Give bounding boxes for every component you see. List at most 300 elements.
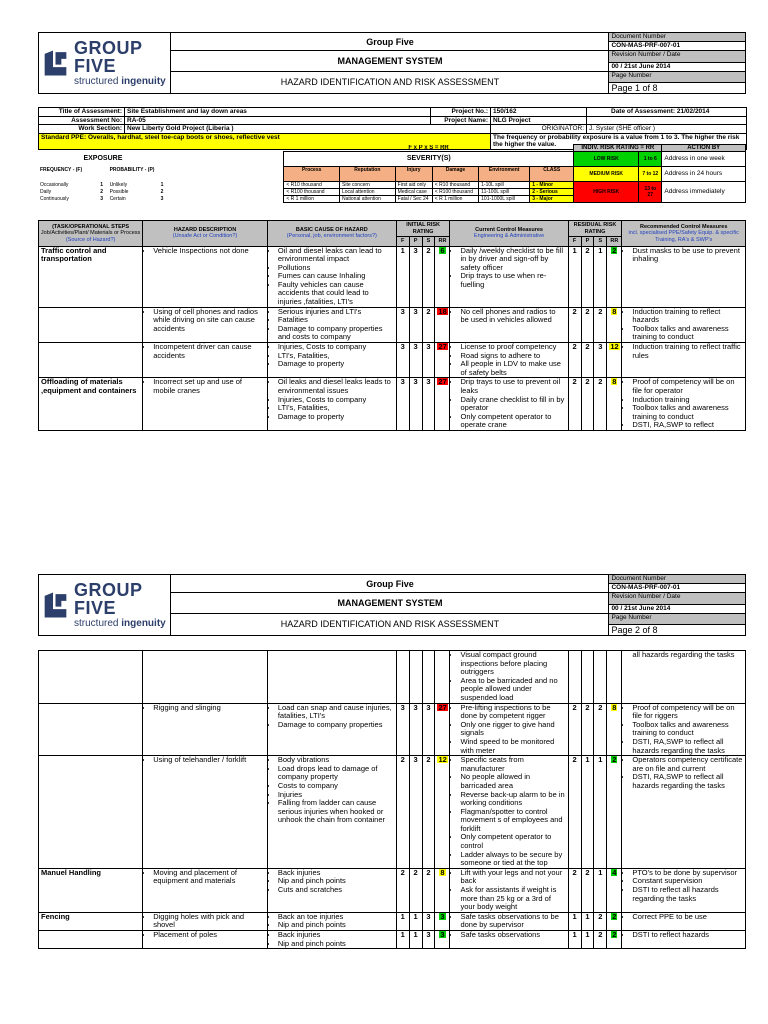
current-controls-cell: [450, 703, 568, 756]
initial-rr: [435, 703, 450, 756]
cause-item: • Injuries: [278, 791, 394, 800]
residual-rr: [607, 246, 622, 307]
standard-ppe: Standard PPE: Overalls, hardhat, steel toe-cap boots or shoes, reflective vest: [39, 133, 491, 149]
hazard-item: • Using of telehandler / forklift: [153, 756, 265, 765]
cause-item: • Nip and pinch points: [278, 877, 394, 886]
current-controls-cell: [450, 307, 568, 342]
cause-cell: [267, 931, 396, 949]
residual-p: 1: [581, 912, 594, 930]
hazard-cell: [143, 703, 268, 756]
control-item: • Ask for assistants if weight is more than 25 kg or a 3rd of your body weight: [460, 886, 565, 912]
initial-p: 3: [409, 246, 422, 307]
task-cell: [39, 343, 143, 378]
control-item: • Only competent operator to operate crane: [460, 413, 565, 430]
cause-item: • Oil leaks and diesel leaks leads to environmental issues: [278, 378, 394, 395]
hazard-cell: [143, 756, 268, 869]
residual-rr: [607, 378, 622, 431]
cause-item: • Damage to property: [278, 413, 394, 422]
residual-f: 1: [568, 246, 581, 307]
hazard-cell: [143, 246, 268, 307]
cause-item: • Back injuries: [278, 869, 394, 878]
company-name: Group Five: [171, 33, 609, 51]
initial-rr: [435, 868, 450, 912]
residual-s: 3: [594, 343, 607, 378]
initial-p: 3: [409, 703, 422, 756]
prob-row-3-label: Certain: [109, 195, 126, 202]
current-controls-cell: [450, 246, 568, 307]
probability-header: PROBABILITY - (P): [109, 166, 155, 173]
recommended-controls-cell: [622, 378, 746, 431]
logo-title: GROUP FIVE: [74, 38, 143, 76]
sev-cell: National attention: [340, 196, 396, 203]
residual-s: [594, 651, 607, 704]
initial-f: 1: [396, 931, 409, 949]
sev-cell: 101-1000L spill: [479, 196, 530, 203]
residual-f: 1: [568, 912, 581, 930]
revision-label: Revision Number / Date: [609, 51, 746, 63]
frequency-header: FREQUENCY - (F): [40, 166, 83, 173]
hazard-item: • Vehicle Inspections not done: [153, 247, 265, 256]
page1-risk-table: [38, 220, 746, 431]
recommended-item: • PTO's to be done by supervisor: [632, 869, 743, 878]
table-row: [39, 912, 746, 930]
exposure-title: EXPOSURE: [83, 155, 123, 162]
sev-cell: < R 1 million: [284, 196, 340, 203]
residual-f: 2: [568, 868, 581, 912]
title-label: Title of Assessment:: [39, 108, 125, 117]
cause-item: • Costs to company: [278, 782, 394, 791]
residual-s: 2: [594, 703, 607, 756]
col-s: S: [594, 237, 607, 247]
current-controls-cell: [450, 756, 568, 869]
cause-item: • Nip and pinch points: [278, 921, 394, 930]
initial-rr: [435, 343, 450, 378]
hazard-cell: [143, 651, 268, 704]
sev-class-major: 3 - Major: [530, 196, 574, 203]
sev-cell: < R10 thousand: [432, 182, 478, 189]
residual-p: 1: [581, 931, 594, 949]
sev-col-damage: Damage: [432, 167, 478, 182]
recommended-item: • Toolbox talks and awareness training to conduct: [632, 404, 743, 421]
control-item: • Safe tasks observations: [460, 931, 565, 940]
residual-s: 2: [594, 931, 607, 949]
risk-rating-badge: 8: [440, 868, 445, 877]
prob-row-1-value: 1: [160, 181, 164, 188]
page1-header: [38, 32, 746, 94]
cause-cell: [267, 378, 396, 431]
col-rr: RR: [607, 237, 622, 247]
residual-rr: [607, 912, 622, 930]
col-p: P: [581, 237, 594, 247]
control-item: • Pre-lifting inspections to be done by competent rigger: [460, 704, 565, 721]
cause-item: • Damage to company properties: [278, 721, 394, 730]
cause-cell: [267, 343, 396, 378]
freq-row-2-value: 2: [100, 188, 104, 195]
risk-rating-badge: 8: [612, 703, 617, 712]
hazard-item: • Incorrect set up and use of mobile cranes: [153, 378, 265, 395]
initial-rr: [435, 378, 450, 431]
logo: [39, 575, 171, 636]
risk-rating-badge: 4: [612, 868, 617, 877]
sev-cell: Site concern: [340, 182, 396, 189]
doc-number: CON-MAS-PRF-007-01: [609, 42, 746, 51]
recommended-controls-cell: [622, 703, 746, 756]
initial-s: 3: [422, 343, 435, 378]
task-cell: [39, 307, 143, 342]
current-controls-cell: [450, 912, 568, 930]
table-row: [39, 868, 746, 912]
residual-rr: [607, 756, 622, 869]
sev-cell: < R 1 million: [432, 196, 478, 203]
initial-f: 3: [396, 703, 409, 756]
hazard-cell: [143, 931, 268, 949]
current-controls-cell: [450, 378, 568, 431]
hazard-cell: [143, 378, 268, 431]
residual-p: 2: [581, 246, 594, 307]
date-label: Date of Assessment:: [611, 108, 676, 115]
initial-s: 3: [422, 703, 435, 756]
residual-p: 1: [581, 756, 594, 869]
recommended-item: • Induction training to reflect hazards: [632, 308, 743, 325]
recommended-item: • Toolbox talks and awareness training to conduct: [632, 721, 743, 738]
initial-rr: [435, 912, 450, 930]
cause-item: • LTI's, Fatalities,: [278, 404, 394, 413]
recommended-item: • Proof of competency will be on file for riggers: [632, 704, 743, 721]
control-item: • Safe tasks observations to be done by supervisor: [460, 913, 565, 930]
control-item: • Visual compact ground inspections before placing outriggers: [460, 651, 565, 677]
initial-p: 3: [409, 307, 422, 342]
hazard-item: • Using of cell phones and radios while driving on site can cause accidents: [153, 308, 265, 334]
sev-cell: < R10 thousand: [284, 182, 340, 189]
recommended-controls-cell: [622, 931, 746, 949]
sev-cell: < R100 thousand: [284, 189, 340, 196]
residual-rr: [607, 868, 622, 912]
logo-tagline-a: structured: [74, 618, 119, 629]
initial-f: 3: [396, 343, 409, 378]
hazard-item: • Moving and placement of equipment and materials: [153, 869, 265, 886]
logo-tagline-b: ingenuity: [121, 618, 166, 629]
initial-p: 3: [409, 343, 422, 378]
residual-p: 2: [581, 307, 594, 342]
table-row: [39, 651, 746, 704]
cause-cell: [267, 703, 396, 756]
cause-item: • LTI's, Fatalities,: [278, 352, 394, 361]
level-low-action: Address in one week: [662, 152, 746, 167]
risk-rating-badge: 2: [612, 930, 617, 939]
residual-f: 2: [568, 703, 581, 756]
recommended-item: • Constant supervision: [632, 877, 743, 886]
level-low-range: 1 to 6: [639, 152, 662, 167]
risk-matrix: [38, 144, 746, 203]
cause-item: • Load can snap and cause injuries, fatalities, LTI's: [278, 704, 394, 721]
control-item: • Area to be barricaded and no people allowed under suspended load: [460, 677, 565, 703]
initial-f: 2: [396, 756, 409, 869]
table-row: [39, 756, 746, 869]
risk-rating-badge: 27: [438, 703, 447, 712]
prob-row-1-label: Unlikely: [109, 181, 128, 188]
residual-f: 2: [568, 307, 581, 342]
cause-item: • Injuries, Costs to company: [278, 343, 394, 352]
company-name: Group Five: [171, 575, 609, 593]
prob-row-3-value: 3: [160, 195, 164, 202]
header-table: [38, 32, 746, 94]
recommended-controls-cell: [622, 756, 746, 869]
page2-risk-table: [38, 650, 746, 949]
hazard-cell: [143, 912, 268, 930]
control-item: • No people allowed in barricaded area: [460, 773, 565, 790]
initial-f: 1: [396, 912, 409, 930]
col-residual-rating: RESIDUAL RISK RATING: [568, 221, 622, 237]
residual-rr: [607, 931, 622, 949]
system-title: MANAGEMENT SYSTEM: [171, 51, 609, 72]
residual-f: 2: [568, 756, 581, 869]
residual-p: 2: [581, 868, 594, 912]
control-item: • Daily crane checklist to fill in by operator: [460, 396, 565, 413]
risk-rating-badge: 2: [612, 912, 617, 921]
task-cell: Fencing: [39, 912, 143, 930]
task-cell: Offloading of materials ,equipment and containers: [39, 378, 143, 431]
initial-s: 3: [422, 378, 435, 431]
residual-f: [568, 651, 581, 704]
action-by-header: ACTION BY: [662, 145, 746, 152]
system-title: MANAGEMENT SYSTEM: [171, 593, 609, 614]
task-cell: Manuel Handling: [39, 868, 143, 912]
residual-s: 2: [594, 378, 607, 431]
control-item: • Drip trays to use to prevent oil leaks: [460, 378, 565, 395]
recommended-item: • Induction training to reflect traffic rules: [632, 343, 743, 360]
recommended-item: • Proof of competency will be on file for operator: [632, 378, 743, 395]
risk-rating-badge: 12: [438, 755, 447, 765]
sev-col-reputation: Reputation: [340, 167, 396, 182]
initial-f: [396, 651, 409, 704]
initial-s: 2: [422, 246, 435, 307]
sev-cell: Fatal / Sec 24: [395, 196, 432, 203]
residual-s: 1: [594, 246, 607, 307]
freq-row-3-label: Continuously: [40, 195, 69, 202]
cause-cell: [267, 307, 396, 342]
recommended-controls-cell: [622, 246, 746, 307]
level-low-name: LOW RISK: [574, 152, 639, 167]
logo: [39, 33, 171, 94]
col-recommended-controls: Recommended Control Measures incl. specialised PPE/Safety Equip. & specific Training, RA's & SWP's: [622, 221, 746, 247]
residual-s: 2: [594, 307, 607, 342]
project-name: NLG Project: [491, 116, 587, 125]
risk-rating-badge: 27: [438, 342, 447, 352]
cause-item: • Damage to company properties and costs to company: [278, 325, 394, 342]
col-f: F: [568, 237, 581, 247]
cause-item: • Falling from ladder can cause serious injuries when hooked or unhook the chain from container: [278, 799, 394, 825]
table-row: [39, 307, 746, 342]
recommended-item: • DSTI to reflect all hazards regarding the tasks: [632, 886, 743, 903]
col-f: F: [396, 237, 409, 247]
project-no: 150/162: [491, 108, 587, 117]
formula: F x P x S = RR: [284, 145, 574, 152]
prob-row-2-value: 2: [160, 188, 164, 195]
cause-item: • Damage to property: [278, 360, 394, 369]
document-title: HAZARD IDENTIFICATION AND RISK ASSESSMENT: [171, 71, 609, 94]
recommended-item: • Toolbox talks and awareness training to conduct: [632, 325, 743, 342]
residual-rr: [607, 651, 622, 704]
initial-p: 3: [409, 756, 422, 869]
initial-f: 2: [396, 868, 409, 912]
recommended-controls-cell: [622, 307, 746, 342]
residual-p: [581, 651, 594, 704]
page-number-label: Page Number: [609, 71, 746, 83]
cause-item: • Fumes can cause Inhaling: [278, 272, 394, 281]
col-s: S: [422, 237, 435, 247]
cause-cell: [267, 868, 396, 912]
cause-item: • Load drops lead to damage of company property: [278, 765, 394, 782]
indiv-risk-header: INDIV. RISK RATING = RR: [574, 145, 662, 152]
originator-label: ORIGINATOR:: [491, 125, 587, 134]
cause-cell: [267, 912, 396, 930]
sev-class-serious: 2 - Serious: [530, 189, 574, 196]
initial-rr: [435, 756, 450, 869]
doc-number: CON-MAS-PRF-007-01: [609, 584, 746, 593]
initial-p: 1: [409, 931, 422, 949]
risk-rating-badge: 2: [612, 246, 617, 255]
residual-f: 1: [568, 931, 581, 949]
level-high-range: 13 to 27: [639, 182, 662, 203]
cause-item: • Faulty vehicles can cause accidents that could lead to injuries ,fatalities, LTI's: [278, 281, 394, 307]
task-cell: [39, 756, 143, 869]
control-item: • Road signs to adhere to: [460, 352, 565, 361]
control-item: • Daily /weekly checklist to be fill in by driver and sign-off by safety officer: [460, 247, 565, 273]
section-value: New Liberty Gold Project (Liberia ): [125, 125, 491, 134]
sev-cell: 11-100L spill: [479, 189, 530, 196]
document-title: HAZARD IDENTIFICATION AND RISK ASSESSMENT: [171, 613, 609, 636]
risk-rating-badge: 3: [440, 930, 445, 939]
originator-value: J. Syster (SHE officer ): [587, 125, 747, 134]
control-item: • No cell phones and radios to be used in vehicles allowed: [460, 308, 565, 325]
doc-number-label: Document Number: [609, 33, 746, 42]
initial-f: 3: [396, 307, 409, 342]
initial-rr: [435, 651, 450, 704]
group-five-logo-icon: [43, 46, 68, 80]
residual-s: 2: [594, 912, 607, 930]
sev-col-injury: Injury: [395, 167, 432, 182]
doc-number-label: Document Number: [609, 575, 746, 584]
control-item: • License to proof competency: [460, 343, 565, 352]
page-number-label: Page Number: [609, 613, 746, 625]
col-hazard: HAZARD DESCRIPTION (Unsafe Act or Condition?): [143, 221, 268, 247]
page-number: Page 1 of 8: [609, 83, 746, 94]
control-item: • Specific seats from manufacturer: [460, 756, 565, 773]
level-high-action: Address immediately: [662, 182, 746, 203]
residual-p: 2: [581, 378, 594, 431]
control-item: • Only competent operator to control: [460, 833, 565, 850]
cause-item: • Back an toe injuries: [278, 913, 394, 922]
risk-rating-badge: 3: [440, 912, 445, 921]
initial-rr: [435, 246, 450, 307]
hazard-cell: [143, 868, 268, 912]
cause-cell: [267, 651, 396, 704]
control-item: • Ladder always to be secure by someone or tied at the top: [460, 851, 565, 868]
table-row: [39, 246, 746, 307]
initial-s: 2: [422, 868, 435, 912]
initial-p: 2: [409, 868, 422, 912]
task-cell: [39, 651, 143, 704]
header-table: [38, 574, 746, 636]
table-row: [39, 378, 746, 431]
current-controls-cell: [450, 343, 568, 378]
cause-item: • Cuts and scratches: [278, 886, 394, 895]
cause-item: • Serious injuries and LTI's: [278, 308, 394, 317]
col-p: P: [409, 237, 422, 247]
recommended-item: • DSTI, RA,SWP to reflect all hazards regarding the tasks: [632, 738, 743, 755]
table-row: [39, 343, 746, 378]
frequency-note: The frequency or probability exposure is a value from 1 to 3. The higher the risk the higher the value.: [491, 133, 747, 149]
control-item: • Lift with your legs and not your back: [460, 869, 565, 886]
logo-tagline-b: ingenuity: [121, 76, 166, 87]
control-item: • Wind speed to be monitored with meter: [460, 738, 565, 755]
hazard-item: • Rigging and slinging: [153, 704, 265, 713]
task-cell: [39, 703, 143, 756]
hazard-item: • Incompetent driver can cause accidents: [153, 343, 265, 360]
level-high-name: HIGH RISK: [574, 182, 639, 203]
sev-col-class: CLASS: [530, 167, 574, 182]
recommended-item: • Operators competency certificate are on file and current: [632, 756, 743, 773]
col-rr: RR: [435, 237, 450, 247]
cause-item: • Injuries, Costs to company: [278, 396, 394, 405]
assessment-no-label: Assessment No:: [39, 116, 125, 125]
residual-rr: [607, 307, 622, 342]
current-controls-cell: [450, 651, 568, 704]
residual-rr: [607, 703, 622, 756]
risk-rating-badge: 12: [610, 342, 619, 352]
risk-rating-badge: 8: [612, 377, 617, 387]
initial-s: [422, 651, 435, 704]
risk-rating-badge: 2: [612, 755, 617, 765]
control-item: • Drip trays to use when re-fuelling: [460, 272, 565, 289]
revision-label: Revision Number / Date: [609, 593, 746, 605]
initial-p: [409, 651, 422, 704]
freq-row-1-label: Occasionally: [40, 181, 69, 188]
page2-header: [38, 574, 746, 636]
recommended-controls-cell: [622, 343, 746, 378]
date-value: 21/02/2014: [676, 108, 710, 115]
control-item: • All people in LDV to make use of safety belts: [460, 360, 565, 377]
residual-s: 1: [594, 756, 607, 869]
cause-item: • Back injuries: [278, 931, 394, 940]
project-name-label: Project Name:: [431, 116, 491, 125]
col-current-controls: Current Control Measures Engineering & Administrative: [450, 221, 568, 247]
col-initial-rating: INITIAL RISK RATING: [396, 221, 450, 237]
risk-rating-badge: 6: [440, 246, 445, 255]
risk-rating-badge: 27: [438, 377, 447, 387]
initial-s: 3: [422, 931, 435, 949]
recommended-item: • DSTI, RA,SWP to reflect: [632, 421, 743, 430]
sev-class-minor: 1 - Minor: [530, 182, 574, 189]
freq-row-1-value: 1: [100, 181, 104, 188]
task-cell: Traffic control and transportation: [39, 246, 143, 307]
revision: 00 / 21st June 2014: [609, 604, 746, 613]
freq-row-2-label: Daily: [40, 188, 52, 195]
level-medium-action: Address in 24 hours: [662, 167, 746, 182]
assessment-no: RA-05: [125, 116, 431, 125]
revision: 00 / 21st June 2014: [609, 62, 746, 71]
initial-p: 1: [409, 912, 422, 930]
hazard-item: • Placement of poles: [153, 931, 265, 940]
residual-p: 2: [581, 343, 594, 378]
control-item: • Only one rigger to give hand signals: [460, 721, 565, 738]
initial-s: 2: [422, 307, 435, 342]
current-controls-cell: [450, 868, 568, 912]
recommended-item: • Correct PPE to be use: [632, 913, 743, 922]
freq-row-3-value: 3: [100, 195, 104, 202]
risk-rating-badge: 18: [438, 307, 447, 316]
cause-cell: [267, 246, 396, 307]
